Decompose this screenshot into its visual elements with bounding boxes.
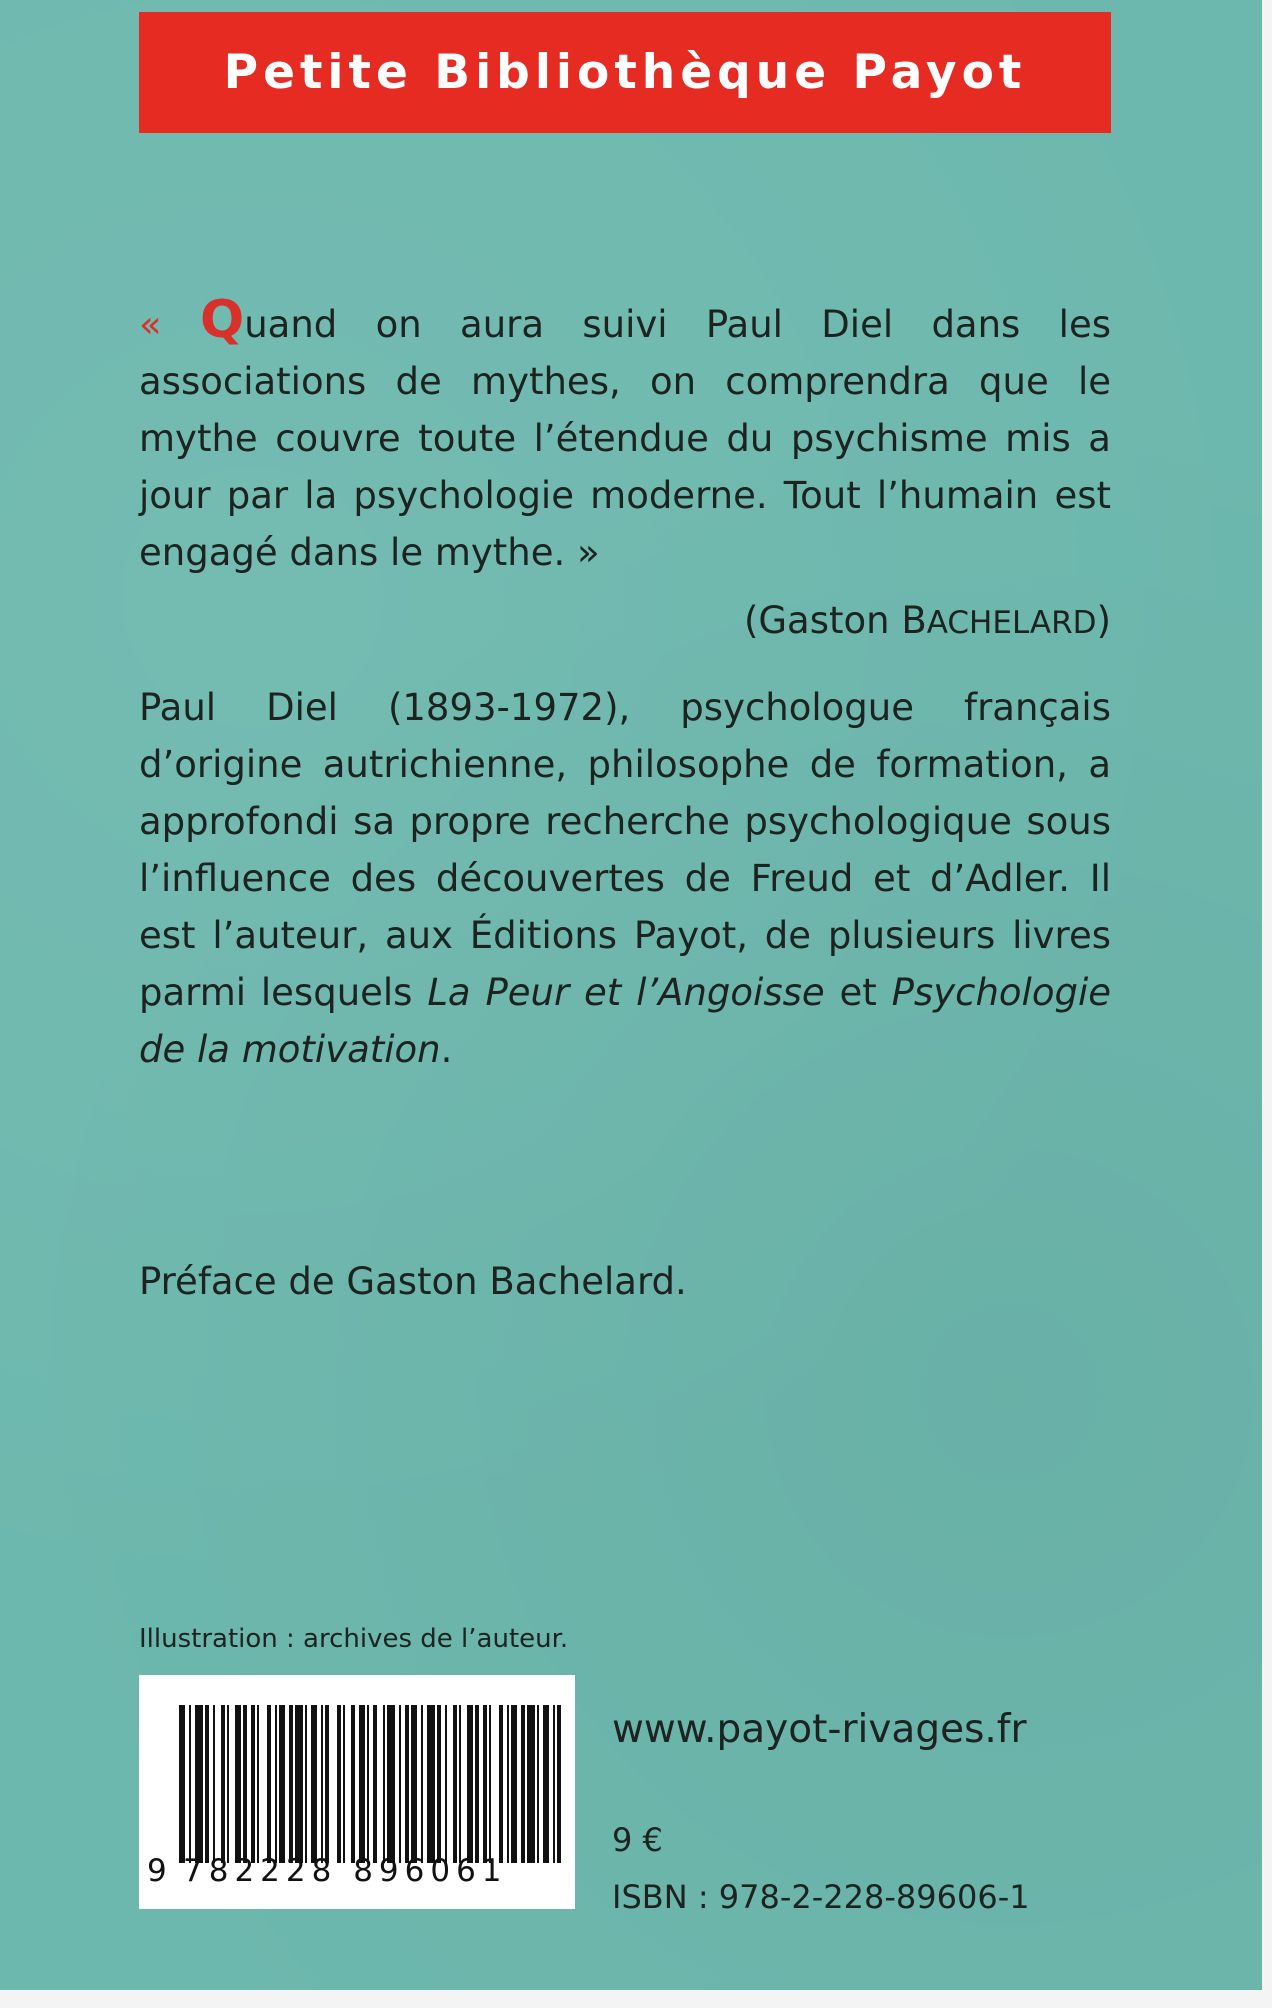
series-banner	[139, 12, 1111, 133]
series-title: Petite Bibliothèque Payot	[223, 45, 1027, 100]
attribution-start: (Gaston B	[743, 599, 927, 642]
barcode-bar	[221, 1705, 225, 1863]
closing-guillemet: »	[577, 531, 600, 574]
barcode-bar	[459, 1705, 461, 1863]
barcode-bar	[321, 1705, 323, 1863]
opening-guillemet: «	[139, 303, 162, 346]
barcode-bar	[189, 1705, 191, 1863]
price: 9 €	[612, 1821, 663, 1859]
barcode-bar	[421, 1705, 423, 1863]
barcode-bar	[257, 1705, 259, 1863]
barcode-bar	[295, 1705, 303, 1863]
barcode-bar	[195, 1705, 203, 1863]
barcode-bar	[373, 1705, 377, 1863]
barcode-bar	[275, 1705, 277, 1863]
barcode-bar	[325, 1705, 329, 1863]
scan-margin-right	[1262, 0, 1272, 2008]
attribution-end: )	[1096, 599, 1111, 642]
barcode-bar	[521, 1705, 525, 1863]
book-title-2: Psychologie de la motivation	[139, 971, 1111, 1071]
barcode-bar	[557, 1705, 561, 1863]
barcode-bar	[405, 1705, 409, 1863]
bio-text: Paul Diel (1893-1972), psychologue français d’origine autrichienne, philosophe de formation, a approfondi sa propre recherche psychologique sous l’influence des découvertes de Freud et d’Adler. Il est l’auteur, aux Éditions Payot, de plusieurs livres parmi lesquels	[139, 686, 1111, 1014]
barcode-bar	[359, 1705, 365, 1863]
barcode-bar	[483, 1705, 487, 1863]
barcode-bar	[243, 1705, 247, 1863]
barcode-bar	[267, 1705, 271, 1863]
barcode-bar	[467, 1705, 473, 1863]
barcode-bar	[437, 1705, 441, 1863]
barcode-bar	[279, 1705, 285, 1863]
blurb-quote	[139, 290, 1111, 581]
author-biography	[139, 679, 1111, 1078]
barcode-bar	[489, 1705, 491, 1863]
barcode-bar	[499, 1705, 503, 1863]
barcode-bar	[337, 1705, 341, 1863]
barcode-bar	[289, 1705, 293, 1863]
illustration-credit: Illustration : archives de l’auteur.	[139, 1624, 569, 1654]
barcode-bar	[351, 1705, 355, 1863]
barcode-bar	[445, 1705, 447, 1863]
barcode-bar	[427, 1705, 435, 1863]
barcode-bar	[213, 1705, 215, 1863]
barcode-bar	[399, 1705, 401, 1863]
barcode-bar	[235, 1705, 241, 1863]
barcode-bar	[387, 1705, 395, 1863]
bio-conjunction: et	[824, 971, 892, 1014]
barcode-bar	[411, 1705, 417, 1863]
barcode	[139, 1675, 575, 1909]
barcode-bars	[179, 1705, 563, 1863]
barcode-bar	[537, 1705, 539, 1863]
quote-attribution	[139, 592, 1111, 652]
publisher-website: www.payot-rivages.fr	[612, 1707, 1027, 1752]
barcode-digits: 782228 896061	[183, 1853, 508, 1889]
barcode-bar	[475, 1705, 479, 1863]
scan-margin-bottom	[0, 1990, 1272, 2008]
attribution-surname: ACHELARD	[926, 605, 1097, 641]
barcode-bar	[343, 1705, 345, 1863]
barcode-bar	[507, 1705, 509, 1863]
barcode-bar	[227, 1705, 229, 1863]
bio-end: .	[440, 1028, 453, 1071]
barcode-bar	[179, 1705, 185, 1863]
preface-credit: Préface de Gaston Bachelard.	[139, 1260, 687, 1303]
barcode-bar	[543, 1705, 549, 1863]
isbn: ISBN : 978-2-228-89606-1	[612, 1878, 1030, 1916]
barcode-bar	[527, 1705, 535, 1863]
barcode-first-digit: 9	[147, 1853, 167, 1889]
barcode-bar	[367, 1705, 369, 1863]
barcode-bar	[311, 1705, 317, 1863]
barcode-bar	[553, 1705, 555, 1863]
quote-text: uand on aura suivi Paul Diel dans les associations de mythes, on comprendra que le mythe couvre toute l’étendue du psychisme mis a jour par la psychologie moderne. Tout l’humain est engagé dans le mythe.	[139, 303, 1111, 574]
book-title-1: La Peur et l’Angoisse	[427, 971, 825, 1014]
barcode-bar	[383, 1705, 385, 1863]
drop-cap-letter: Q	[199, 290, 245, 350]
barcode-bar	[205, 1705, 209, 1863]
barcode-bar	[453, 1705, 457, 1863]
barcode-bar	[511, 1705, 517, 1863]
barcode-bar	[305, 1705, 307, 1863]
barcode-bar	[251, 1705, 255, 1863]
